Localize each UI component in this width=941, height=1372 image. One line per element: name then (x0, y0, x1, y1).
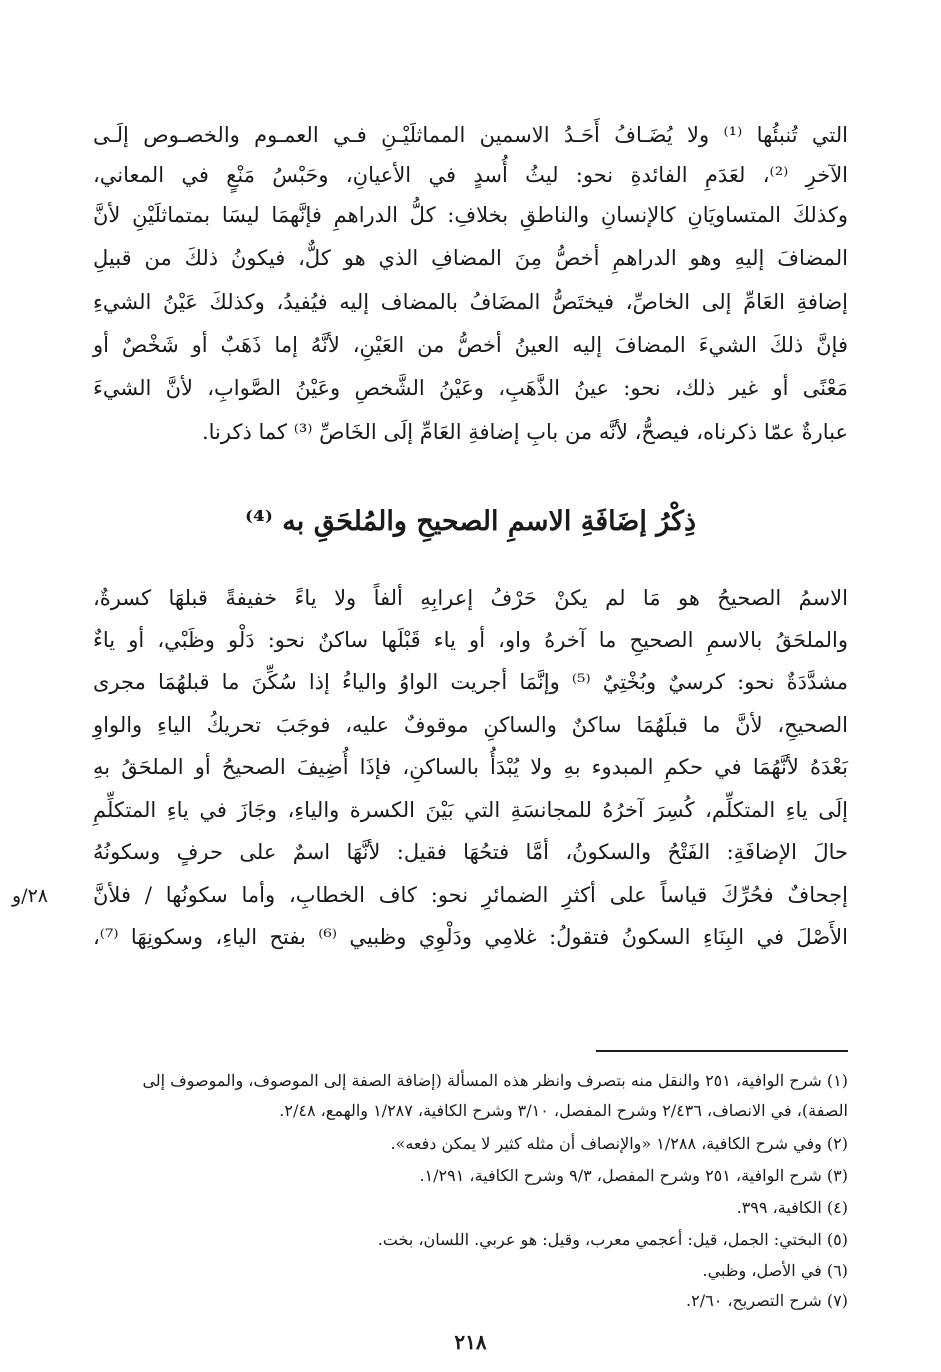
body-line: الأَصْلَ في البِنَاءِ السكونُ فتقولُ: غلامِي ودَلْوِي وظبيي ⁽⁶⁾ بفتح الياءِ، وسكونِهَا ⁽⁷⁾، (93, 925, 848, 949)
footnote-line: (١) شرح الوافية، ٢٥١ والنقل منه بتصرف وانظر هذه المسألة (إضافة الصفة إلى الموصوف، والموصوف إلى (142, 1071, 848, 1090)
body-line: بَعْدَهُ لأنَّهُمَا في حكمِ المبدوء بهِ ولا يُبْدَأُ بالساكنِ، فإذَا أُضِيفَ الصحيحُ أو الملحَقُ بهِ (93, 755, 848, 779)
body-line: فإنَّ ذلكَ الشيءَ المضافَ إليه العينُ أخصُّ من العَيْنِ، لأنَّهُ إما ذَهَبٌ أو شَخْصٌ أو (93, 333, 848, 357)
body-line: إجحافٌ فحُرِّكَ قياساً على أكثرِ الضمائرِ نحو: كاف الخطابِ، وأما سكونُها / فلأنَّ (93, 883, 848, 907)
body-line: إضافةِ العَامِّ إلى الخاصِّ، فيختَصُّ المضَافُ بالمضاف إليه فيُفيدُ، وكذلكَ عَيْنُ الشيءِ (93, 290, 848, 314)
body-line: التي تُنبئُها ⁽¹⁾ ولا يُضَـافُ أَحَـدُ الاسمين المماثلَيْـنِ فـي العمـوم والخصـوص إلَـى (93, 123, 849, 147)
footnote-line: (٥) البختي: الجمل، قيل: أعجمي معرب، وقيل: هو عربي. اللسان، بخت. (377, 1230, 848, 1249)
body-line: عبارةٌ عمّا ذكرناه، فيصحُّ، لأنَّه من بابِ إضافةِ العَامِّ إلَى الخَاصِّ ⁽³⁾ كما ذكرنا. (201, 420, 848, 444)
body-line: الآخرِ ⁽²⁾، لعَدَمِ الفائدةِ نحو: ليثُ أُسدٍ في الأعيانِ، وحَبْسُ مَنْعٍ في المعاني، (93, 163, 849, 187)
body-line: إلَى ياءِ المتكلِّم، كُسِرَ آخرُهُ للمجانسَةِ التي بَيْنَ الكسرة والياءِ، وجَازَ في ياءِ المتكلِّمِ (93, 798, 848, 822)
page-number: ٢١٨ (454, 1330, 487, 1354)
footnote-line: (٤) الكافية، ٣٩٩. (736, 1198, 848, 1217)
body-line: حالَ الإضافَةِ: الفَتْحُ والسكونُ، أمَّا فتحُهَا فقيل: لأنَّهَا اسمٌ على حرفٍ وسكونُهُ (93, 840, 848, 864)
body-line: الصحيحِ، لأنَّ ما قبلَهُمَا ساكنٌ والساكنِ موقوفٌ عليه، فوجَبَ تحريكُ الياءِ والواوِ (93, 713, 848, 737)
footnote-line: الصفة)، في الانصاف، ٢/٤٣٦ وشرح المفصل، ٣/١٠ وشرح الكافية، ١/٢٨٧ والهمع، ٢/٤٨. (279, 1101, 848, 1120)
body-line: مشدَّدَةٌ نحو: كرسيٌ وبُخْتِيٌ ⁽⁵⁾ وإنَّمَا أجريت الواوُ والياءُ إذا سُكِّنَ ما قبلهُمَا مجرى (93, 670, 848, 694)
footnote-separator (596, 1050, 848, 1052)
body-line: مَعْنًى أو غير ذلك، نحو: عينُ الذَّهَبِ، وعَيْنُ الشَّخصِ وعَيْنُ الصَّوابِ، لأنَّ الشيءَ (93, 376, 848, 400)
body-line: وكذلكَ المتساويَانِ كالإنسانِ والناطقِ بخلافِ: كلُّ الدراهمِ فإنَّهمَا ليسَا بمتماثلَيْنِ لأنَّ (93, 203, 848, 227)
section-heading: ذِكْرُ إضَافَةِ الاسمِ الصحيحِ والمُلحَقِ به ⁽⁴⁾ (244, 506, 697, 537)
body-line: المضافَ إليهِ وهو الدراهمِ أخصُّ مِنَ المضافِ الذي هو كلٌّ، فيكونُ ذلكَ من قبيلِ (93, 246, 848, 270)
footnote-line: (٦) في الأصل، وظبي. (702, 1261, 848, 1280)
footnote-line: (٧) شرح التصريح، ٢/٦٠. (686, 1291, 848, 1310)
margin-folio-note: ٢٨/و (12, 885, 48, 907)
body-line: الاسمُ الصحيحُ هو مَا لم يكنْ حَرْفُ إعرابِهِ ألفاً ولا ياءً خفيفةً قبلهَا كسرةٌ، (93, 586, 848, 610)
footnote-line: (٣) شرح الوافية، ٢٥١ وشرح المفصل، ٩/٣ وشرح الكافية، ١/٢٩١. (419, 1166, 848, 1185)
body-line: والملحَقُ بالاسمِ الصحيحِ ما آخرهُ واو، أو ياء قَبْلَها ساكنٌ نحو: دَلْو وظَبْي، أو ياءٌ (93, 628, 848, 652)
footnote-line: (٢) وفي شرح الكافية، ١/٢٨٨ «والإنصاف أن مثله كثير لا يمكن دفعه». (390, 1134, 848, 1153)
